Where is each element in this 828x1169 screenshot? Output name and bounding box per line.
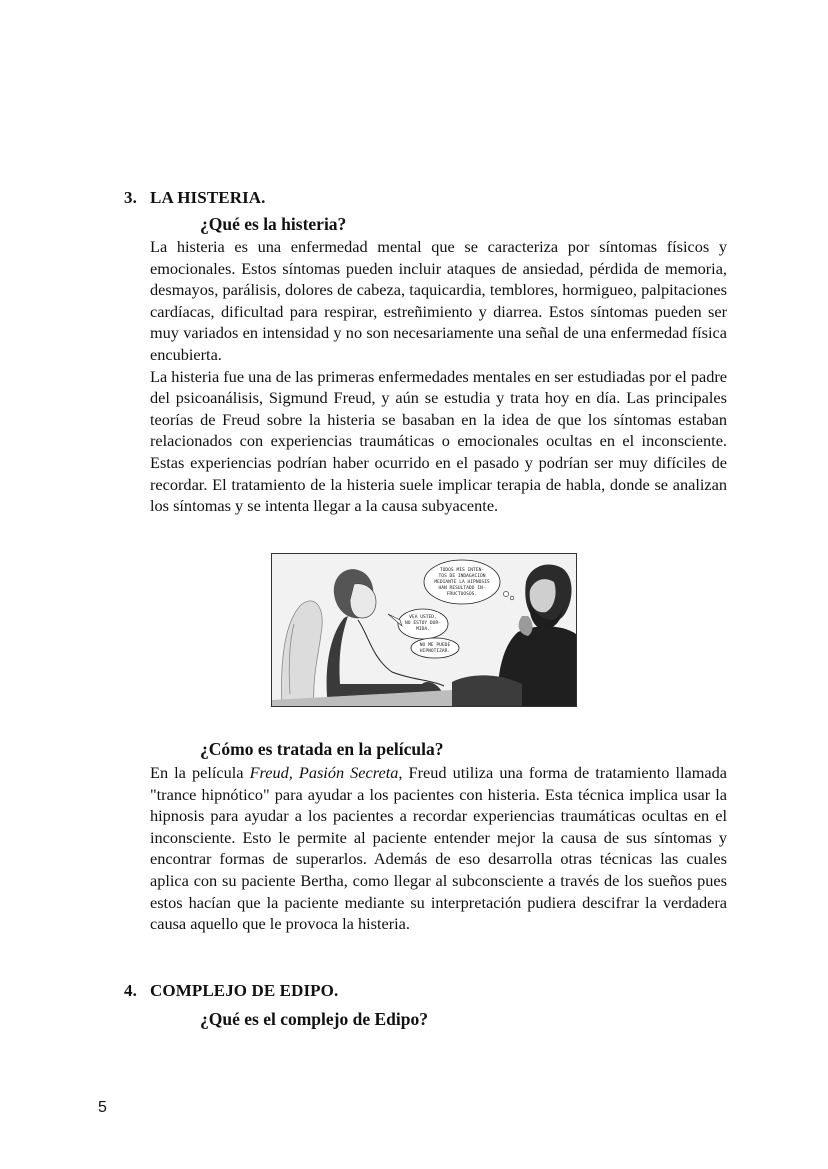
section-4-heading (124, 981, 338, 1001)
section-3-heading (124, 188, 266, 208)
paragraph-film-treatment (150, 762, 727, 935)
paragraph-hysteria-definition: La histeria es una enfermedad mental que se caracteriza por síntomas físicos y emocionales. Estos síntomas pueden incluir ataques de ansiedad, pérdida de memoria, desmayos, parálisis, dolores de cabeza, taquicardia, temblores, hormigueo, palpitaciones cardíacas, dificultad para respirar, estreñimiento y diarrea. Estos síntomas pueden ser muy variados en intensidad y no son necesariamente una señal de una enfermedad física encubierta. (150, 237, 727, 364)
bubble-freud-line-3: MEDIANTE LA HIPNOSIS (434, 580, 490, 585)
bubble-freud-line-1: TODOS MIS INTEN- (439, 568, 485, 573)
section-4-title: COMPLEJO DE EDIPO. (150, 981, 339, 1000)
comic-panel (272, 554, 576, 706)
bubble-freud-line-5: FRUCTUOSOS. (446, 592, 478, 597)
bubble-freud-line-2: TOS DE INDAGACIÓN (438, 574, 486, 579)
film-para-rest: Freud utiliza una forma de tratamiento llamada "trance hipnótico" para ayudar a los pacientes con histeria. Esta técnica implica usar la hipnosis para ayudar a los pacientes a recordar experiencias traumáticas ocultas en el inconsciente. Esto le permite al paciente entender mejor la causa de sus síntomas y encontrar formas de superarlos. Además de eso desarrolla otras técnicas las cuales aplica con su paciente Bertha, como llegar al subconsciente a través de los sueños pues estos hacían que la paciente mediante su interpretación pudiera descifrar la verdadera causa aquello que le provoca la histeria. (150, 763, 727, 934)
question-how-treated-in-film: ¿Cómo es tratada en la película? (200, 739, 444, 759)
bubble-patient-1-line-3: MIDA. (416, 627, 430, 632)
bubble-patient-1-line-2: NO ESTOY DOR- (405, 621, 441, 626)
film-para-lead: En la película (150, 763, 250, 782)
comic-illustration (271, 553, 577, 707)
bubble-patient-2-line-1: NO ME PUEDE (419, 643, 451, 648)
film-title: Freud, Pasión Secreta, (249, 763, 403, 782)
speech-bubble-patient-2 (411, 638, 459, 658)
bubble-patient-1-line-1: VEA USTED, (409, 615, 437, 620)
page-number: 5 (98, 1099, 107, 1116)
paragraph-hysteria-freud: La histeria fue una de las primeras enfermedades mentales en ser estudiadas por el padre del psicoanálisis, Sigmund Freud, y aún se estudia y trata hoy en día. Las principales teorías de Freud sobre la histeria se basaban en la idea de que los síntomas estaban relacionados con experiencias traumáticas o emocionales ocultas en el inconsciente. Estas experiencias podrían haber ocurrido en el pasado y podrían ser muy difíciles de recordar. El tratamiento de la histeria suele implicar terapia de habla, donde se analizan los síntomas y se intenta llegar a la causa subyacente. (150, 366, 727, 516)
bubble-patient-2-line-2: HIPNOTIZAR. (419, 649, 451, 654)
bubble-freud-line-4: HAN RESULTADO IN- (438, 586, 486, 591)
paragraph-film-treatment-text (150, 762, 727, 935)
question-what-is-oedipus-complex: ¿Qué es el complejo de Edipo? (200, 1009, 428, 1029)
hysteria-definition-block (150, 236, 727, 517)
question-what-is-hysteria: ¿Qué es la histeria? (200, 214, 347, 234)
section-4-number: 4. (124, 981, 137, 1000)
section-3-title: LA HISTERIA. (150, 188, 266, 207)
section-3-number: 3. (124, 188, 137, 207)
